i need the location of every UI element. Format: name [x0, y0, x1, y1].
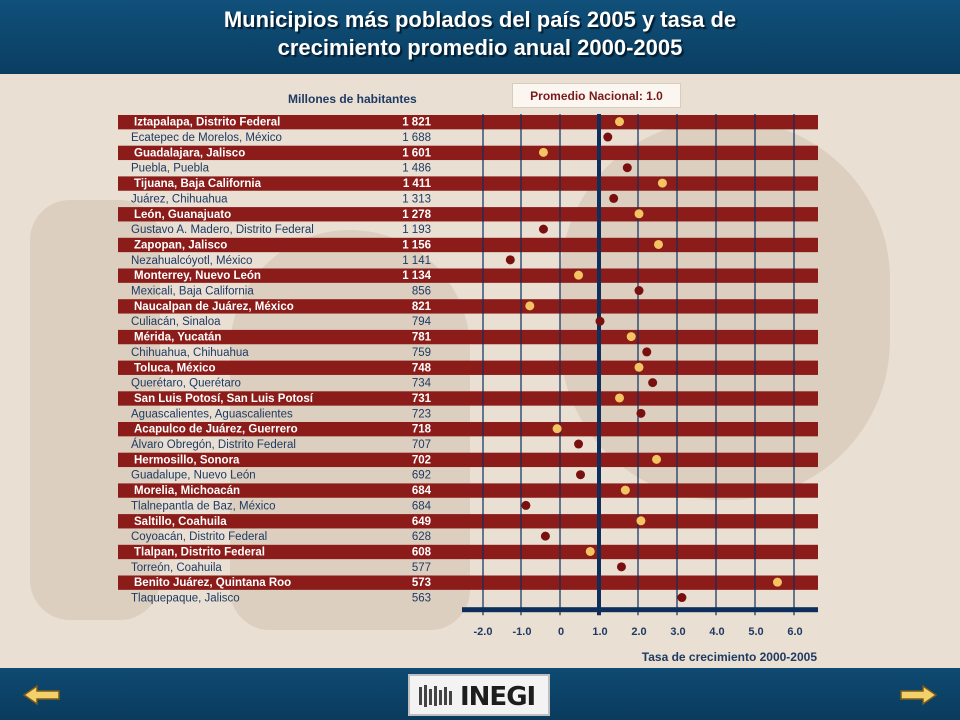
growth-rate-point [773, 578, 782, 587]
population-value: 1 411 [402, 178, 431, 191]
growth-rate-point [541, 532, 550, 541]
x-tick-label: 0 [557, 626, 565, 639]
population-value: 707 [411, 439, 431, 452]
population-value: 856 [411, 285, 431, 298]
row-band [118, 361, 818, 375]
municipio-label: Tlalpan, Distrito Federal [134, 546, 265, 559]
previous-arrow-icon[interactable] [22, 684, 62, 706]
municipio-label: Chihuahua, Chihuahua [131, 346, 249, 359]
x-tick-label: 5.0 [748, 626, 764, 639]
population-value: 649 [411, 515, 431, 528]
x-tick-label: -1.0 [512, 626, 532, 639]
municipio-label: Hermosillo, Sonora [134, 454, 240, 467]
growth-rate-point [654, 240, 663, 249]
population-value: 684 [411, 500, 431, 513]
population-value: 781 [411, 331, 431, 344]
municipio-label: Querétaro, Querétaro [131, 377, 241, 390]
x-axis-line [462, 607, 818, 612]
population-axis-label: Millones de habitantes [288, 92, 417, 106]
growth-rate-point [648, 378, 657, 387]
growth-rate-point [635, 209, 644, 218]
growth-rate-point [576, 470, 585, 479]
municipio-label: Puebla, Puebla [131, 162, 210, 175]
municipio-label: San Luis Potosí, San Luis Potosí [134, 392, 313, 405]
growth-rate-point [636, 516, 645, 525]
population-value: 794 [411, 316, 431, 329]
population-value: 1 313 [402, 193, 431, 206]
municipio-label: Acapulco de Juárez, Guerrero [134, 423, 298, 436]
municipio-label: León, Guanajuato [134, 208, 232, 221]
x-tick-label: 1.0 [592, 626, 608, 639]
growth-rate-point [574, 271, 583, 280]
population-value: 1 156 [402, 239, 431, 252]
x-tick-label: 2.0 [631, 626, 647, 639]
population-value: 1 141 [402, 254, 431, 267]
title-line-1: Municipios más poblados del país 2005 y tasa de [223, 7, 737, 32]
growth-rate-point [609, 194, 618, 203]
municipio-label: Tijuana, Baja California [134, 178, 261, 191]
municipio-label: Benito Juárez, Quintana Roo [134, 577, 292, 590]
municipio-label: Guadalupe, Nuevo León [131, 469, 256, 482]
growth-rate-point [539, 148, 548, 157]
municipio-label: Mérida, Yucatán [134, 331, 222, 344]
population-value: 1 688 [402, 132, 431, 145]
municipio-label: Álvaro Obregón, Distrito Federal [131, 439, 296, 452]
growth-rate-point [615, 117, 624, 126]
population-value: 692 [411, 469, 431, 482]
growth-rate-point [574, 440, 583, 449]
population-value: 684 [411, 485, 431, 498]
population-value: 734 [411, 377, 431, 390]
municipio-label: Nezahualcóyotl, México [131, 254, 253, 267]
municipio-label: Coyoacán, Distrito Federal [131, 531, 268, 544]
population-value: 1 601 [402, 147, 431, 160]
national-average-box: Promedio Nacional: 1.0 [512, 83, 681, 108]
logo-mark-icon [418, 683, 456, 709]
growth-rate-point [539, 225, 548, 234]
population-value: 1 193 [402, 224, 431, 237]
x-tick-label: 3.0 [670, 626, 686, 639]
population-value: 748 [411, 362, 431, 375]
growth-rate-point [596, 317, 605, 326]
municipio-label: Monterrey, Nuevo León [134, 270, 261, 283]
population-value: 759 [411, 346, 431, 359]
x-tick-label: 6.0 [787, 626, 803, 639]
x-tick-label: -2.0 [473, 626, 493, 639]
population-value: 1 134 [402, 270, 431, 283]
growth-rate-point [603, 133, 612, 142]
population-value: 577 [411, 561, 431, 574]
growth-rate-point [635, 286, 644, 295]
municipio-label: Tlalnepantla de Baz, México [131, 500, 276, 513]
growth-rate-point [621, 486, 630, 495]
growth-rate-point [652, 455, 661, 464]
municipio-label: Torreón, Coahuila [131, 561, 222, 574]
growth-rate-point [525, 301, 534, 310]
growth-rate-point [677, 593, 686, 602]
municipio-label: Naucalpan de Juárez, México [134, 300, 294, 313]
growth-rate-point [642, 347, 651, 356]
population-value: 723 [411, 408, 431, 421]
municipio-label: Ecatepec de Morelos, México [131, 132, 282, 145]
x-tick-label: 4.0 [709, 626, 725, 639]
municipio-label: Aguascalientes, Aguascalientes [131, 408, 293, 421]
population-value: 608 [411, 546, 431, 559]
population-value: 573 [411, 577, 431, 590]
growth-rate-point [586, 547, 595, 556]
population-value: 628 [411, 531, 431, 544]
population-value: 821 [411, 300, 431, 313]
growth-rate-point [553, 424, 562, 433]
municipio-label: Zapopan, Jalisco [134, 239, 228, 252]
municipio-label: Juárez, Chihuahua [131, 193, 228, 206]
population-value: 1 278 [402, 208, 431, 221]
title-line-2: crecimiento promedio anual 2000-2005 [277, 35, 683, 60]
growth-rate-point [627, 332, 636, 341]
growth-rate-point [635, 363, 644, 372]
row-band [118, 330, 818, 344]
municipio-label: Morelia, Michoacán [134, 485, 241, 498]
population-value: 731 [411, 392, 431, 405]
x-axis-label: Tasa de crecimiento 2000-2005 [641, 650, 817, 665]
population-value: 702 [411, 454, 431, 467]
municipio-label: Gustavo A. Madero, Distrito Federal [131, 224, 314, 237]
growth-rate-point [615, 393, 624, 402]
growth-rate-point [658, 179, 667, 188]
population-value: 718 [411, 423, 431, 436]
municipio-label: Guadalajara, Jalisco [134, 147, 246, 160]
growth-rate-point [623, 163, 632, 172]
municipio-label: Tlaquepaque, Jalisco [131, 592, 240, 605]
municipio-label: Iztapalapa, Distrito Federal [134, 116, 281, 129]
population-value: 1 821 [402, 116, 431, 129]
next-arrow-icon[interactable] [898, 684, 938, 706]
logo-text: INEGI [460, 682, 536, 712]
growth-rate-point [617, 562, 626, 571]
municipio-label: Culiacán, Sinaloa [131, 316, 221, 329]
municipio-label: Saltillo, Coahuila [134, 515, 227, 528]
inegi-logo [408, 674, 550, 716]
population-value: 1 486 [402, 162, 431, 175]
municipio-label: Mexicali, Baja California [131, 285, 254, 298]
population-value: 563 [411, 592, 431, 605]
growth-rate-point [521, 501, 530, 510]
growth-rate-point [506, 255, 515, 264]
growth-rate-point [636, 409, 645, 418]
municipio-label: Toluca, México [134, 362, 216, 375]
